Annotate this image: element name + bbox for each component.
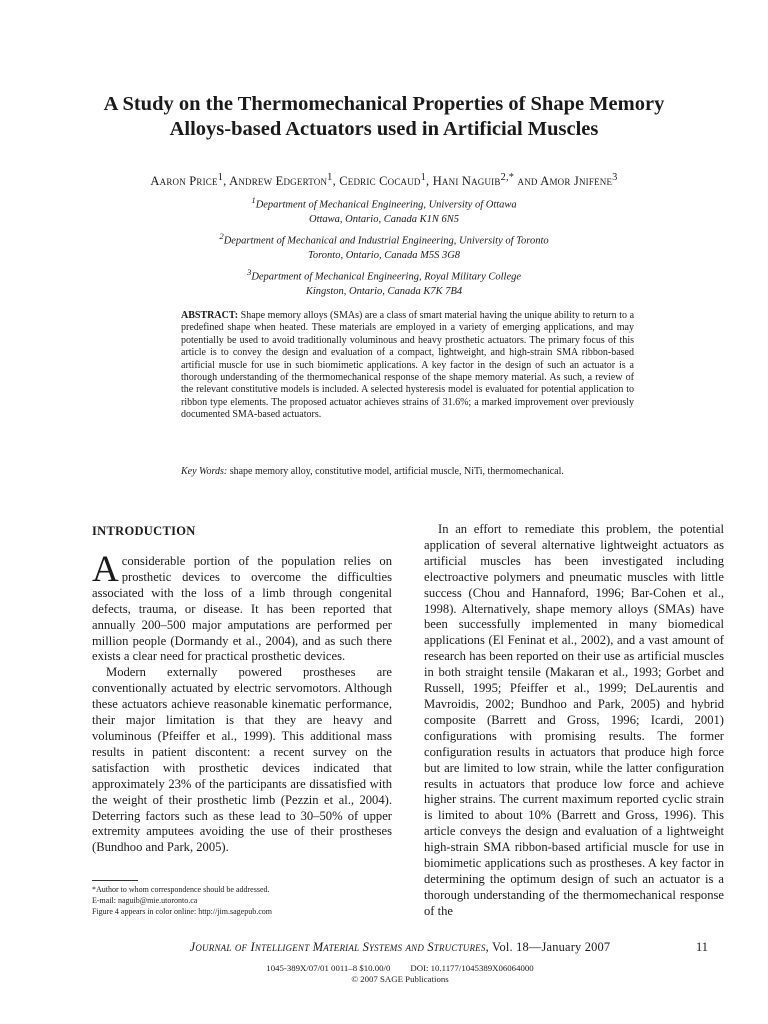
author-affil-sup: 1 <box>217 172 224 183</box>
author-name: Amor Jnifene <box>540 174 613 189</box>
affiliation-1 <box>60 193 708 227</box>
affiliation-sup: 1 <box>251 195 256 205</box>
author-name: Cedric Cocaud <box>339 174 421 189</box>
issn-price: 1045-389X/07/01 0011–8 $10.00/0 <box>266 963 391 973</box>
paper-title <box>60 92 708 142</box>
footnote-figure-note: Figure 4 appears in color online: http://jim.sagepub.com <box>92 907 272 916</box>
abstract-label: ABSTRACT: <box>181 310 239 321</box>
affiliation-line: Department of Mechanical and Industrial Engineering, University of Toronto <box>223 235 549 247</box>
paragraph: In an effort to remediate this problem, the potential application of several alternative lightweight actuators as artificial muscles has been investigated including electroactive polymers and pneumatic muscles with little success (Chou and Hannaford, 1996; Bar-Cohen et al., 1998). Alternatively, shape memory alloys (SMAs) have been successfully implemented in many biomedical applications (El Feninat et al., 2002), and a vast amount of research has been reported on their use as artificial muscles in both straight tensile (Makaran et al., 1993; Gorbet and Russell, 1995; Pfeiffer et al., 1999; DeLaurentis and Mavroidis, 2002; Bundhoo and Park, 2005) and hybrid composite (Barrett and Gross, 1996; Icardi, 2001) configurations with promising results. The former configuration results in actuators that produce high force but are limited to low strain, while the latter configuration results in actuators that produce low force and achieve higher strains. The current maximum reported cyclic strain is limited to about 10% (Barrett and Gross, 1996). This article conveys the design and evaluation of a lightweight high-strain SMA ribbon-based artificial muscle for use in biomimetic applications such as prostheses. A key factor in determining the optimum design of such an actuator is a thorough understanding of the thermomechanical response of the <box>424 522 724 918</box>
footnote-email: E-mail: naguib@mie.utoronto.ca <box>92 896 198 905</box>
author-affil-sup: 2,* <box>500 172 515 183</box>
drop-cap: A <box>92 549 119 590</box>
footnote-divider <box>92 880 138 881</box>
author-separator: , <box>426 174 433 189</box>
section-heading: INTRODUCTION <box>92 524 196 538</box>
affiliation-line: Ottawa, Ontario, Canada K1N 6N5 <box>309 213 459 225</box>
affiliation-3 <box>60 265 708 299</box>
author-list <box>40 172 728 189</box>
paragraph: Modern externally powered prostheses are conventionally actuated by electric servomotors. Although these actuators achieve reasonable kinematic performance, their major limitation is that they are heavy and voluminous (Pfeiffer et al., 1999). This additional mass results in patient discontent: a recent survey on the satisfaction with prosthetic devices indicated that approximately 23% of the participants are dissatisfied with the weight of their prosthetic limb (Pezzin et al., 2004). Deterring factors such as these lead to 30–50% of upper extremity amputees avoiding the use of their prostheses (Bundhoo and Park, 2005). <box>92 665 392 855</box>
affiliation-line: Department of Mechanical Engineering, Royal Military College <box>251 271 522 283</box>
page-number: 11 <box>696 940 708 954</box>
author-affil-sup: 1 <box>327 172 333 183</box>
journal-footer <box>160 940 640 955</box>
title-line-1: A Study on the Thermomechanical Properties of Shape Memory <box>103 93 665 115</box>
paragraph-text: considerable portion of the population relies on prosthetic devices to overcome the difficulties associated with the loss of a limb through congenital defects, trauma, or disease. It has been reported that annually 200–500 major amputations are performed per million people (Dormandy et al., 2004), and as such there exists a clear need for practical prosthetic devices. <box>92 554 392 664</box>
author-separator: , <box>332 174 340 189</box>
author-name: Andrew Edgerton <box>229 174 328 189</box>
keywords-label: Key Words: <box>181 466 228 477</box>
author-affil-sup: 3 <box>612 172 618 183</box>
right-column <box>424 522 724 920</box>
affiliation-sup: 2 <box>219 231 224 241</box>
affiliation-line: Kingston, Ontario, Canada K7K 7B4 <box>305 285 463 297</box>
affiliation-line: Toronto, Ontario, Canada M5S 3G8 <box>307 249 461 261</box>
doi: DOI: 10.1177/1045389X06064000 <box>410 963 534 973</box>
keywords-text: shape memory alloy, constitutive model, artificial muscle, NiTi, thermomechanical. <box>229 466 564 477</box>
abstract <box>181 310 634 422</box>
affiliation-line: Department of Mechanical Engineering, University of Ottawa <box>255 199 517 211</box>
title-line-2: Alloys-based Actuators used in Artificial Muscles <box>169 118 599 140</box>
author-name: Aaron Price <box>150 174 218 189</box>
abstract-text: Shape memory alloys (SMAs) are a class of smart material having the unique ability to return to a predefined shape when heated. These materials are employed in a variety of emerging applications, and may potentially be used to avoid traditionally voluminous and heavy prosthetic actuators. The primary focus of this article is to convey the design and evaluation of a compact, lightweight, and high-strain SMA ribbon-based artificial muscle for use in such biomimetic applications. A key factor in the design of such an actuator is a thorough understanding of the thermomechanical response of the shape memory material. As such, a review of the relevant constitutive models is included. A selected hysteresis model is evaluated for potential application to ribbon type elements. The proposed actuator achieves strains of 31.6%; a marked improvement over previously documented SMA-based actuators. <box>181 310 635 421</box>
copyright: © 2007 SAGE Publications <box>351 973 449 984</box>
journal-name: Journal of Intelligent Material Systems and Structures <box>189 940 486 954</box>
publication-info <box>160 963 640 984</box>
paragraph <box>92 549 392 665</box>
author-affil-sup: 1 <box>420 172 427 183</box>
footnotes <box>92 884 392 917</box>
affiliation-sup: 3 <box>246 267 252 277</box>
affiliation-2 <box>60 229 708 263</box>
keywords <box>181 466 634 478</box>
author-separator: and <box>514 174 541 189</box>
footnote-corresponding: *Author to whom correspondence should be addressed. <box>92 885 270 894</box>
left-column <box>92 549 392 856</box>
author-separator: , <box>223 174 230 189</box>
journal-volume: , Vol. 18—January 2007 <box>485 940 611 954</box>
author-name: Hani Naguib <box>432 174 501 189</box>
